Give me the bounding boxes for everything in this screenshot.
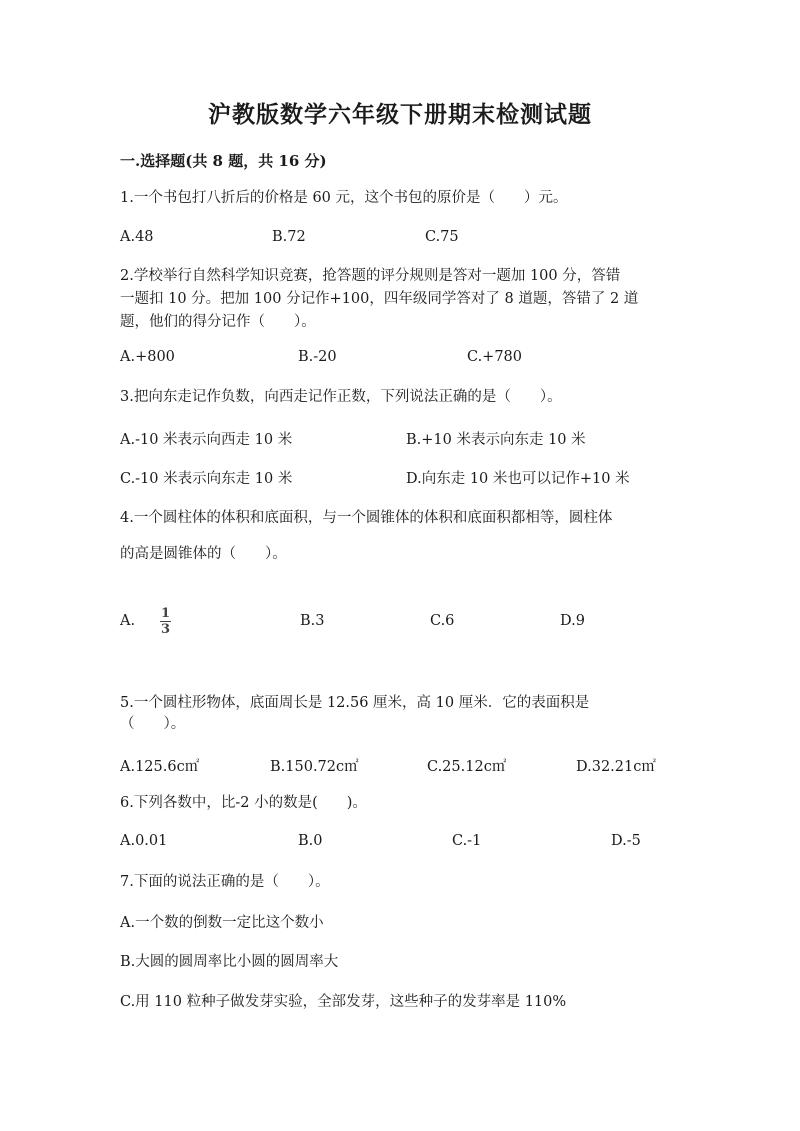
page-title: 沪教版数学六年级下册期末检测试题 (208, 101, 592, 128)
question-6-option-b: B.0 (298, 833, 323, 849)
question-2-line-1: 2.学校举行自然科学知识竞赛，抢答题的评分规则是答对一题加 100 分，答错 (120, 268, 621, 284)
question-1-option-b: B.72 (272, 229, 306, 245)
question-3-option-b: B.+10 米表示向东走 10 米 (406, 432, 586, 448)
question-5-option-d: D.32.21c㎡ (576, 759, 656, 775)
question-3-option-c: C.-10 米表示向东走 10 米 (120, 471, 293, 487)
question-4-line-1: 4.一个圆柱体的体积和底面积，与一个圆锥体的体积和底面积都相等，圆柱体 (120, 510, 613, 526)
question-5-line-1: 5.一个圆柱形物体，底面周长是 12.56 厘米，高 10 厘米．它的表面积是 (120, 695, 590, 711)
question-1-line-1: 1.一个书包打八折后的价格是 60 元，这个书包的原价是（ ）元。 (120, 190, 568, 206)
question-6-option-c: C.-1 (452, 833, 482, 849)
question-7-option-b: B.大圆的圆周率比小圆的圆周率大 (120, 954, 339, 970)
question-5-line-2: （ ）。 (120, 716, 186, 732)
question-4-option-a-fraction (160, 606, 171, 637)
question-1-option-a: A.48 (120, 229, 154, 245)
question-2-line-2: 一题扣 10 分。把加 100 分记作+100，四年级同学答对了 8 道题，答错了 2 道 (120, 291, 639, 307)
question-4-option-b: B.3 (300, 613, 325, 629)
question-7-option-c: C.用 110 粒种子做发芽实验，全部发芽，这些种子的发芽率是 110% (120, 994, 567, 1010)
question-6-option-d: D.-5 (611, 833, 641, 849)
question-2-option-c: C.+780 (467, 349, 523, 365)
question-6-option-a: A.0.01 (120, 833, 168, 849)
fraction-numerator: 1 (161, 606, 171, 621)
section-heading: 一.选择题(共 8 题，共 16 分) (120, 152, 327, 170)
question-4-option-a: A. (120, 613, 136, 629)
question-3-option-d: D.向东走 10 米也可以记作+10 米 (406, 471, 630, 487)
question-6-line-1: 6.下列各数中，比-2 小的数是( )。 (120, 795, 367, 811)
question-2-line-3: 题，他们的得分记作（ ）。 (120, 314, 316, 330)
question-4-option-d: D.9 (560, 613, 585, 629)
question-1-option-c: C.75 (425, 229, 459, 245)
question-4-line-2: 的高是圆锥体的（ ）。 (120, 546, 287, 562)
question-2-option-b: B.-20 (298, 349, 337, 365)
question-5-option-c: C.25.12c㎡ (427, 759, 507, 775)
question-5-option-a: A.125.6c㎡ (120, 759, 200, 775)
question-3-line-1: 3.把向东走记作负数，向西走记作正数，下列说法正确的是（ ）。 (120, 389, 562, 405)
question-4-option-c: C.6 (430, 613, 455, 629)
question-7-line-1: 7.下面的说法正确的是（ ）。 (120, 874, 330, 890)
question-2-option-a: A.+800 (120, 349, 175, 365)
question-3-option-a: A.-10 米表示向西走 10 米 (120, 432, 293, 448)
question-7-option-a: A.一个数的倒数一定比这个数小 (120, 915, 324, 931)
fraction-denominator: 3 (161, 622, 171, 637)
fraction-one-third (160, 606, 171, 637)
question-5-option-b: B.150.72c㎡ (270, 759, 359, 775)
